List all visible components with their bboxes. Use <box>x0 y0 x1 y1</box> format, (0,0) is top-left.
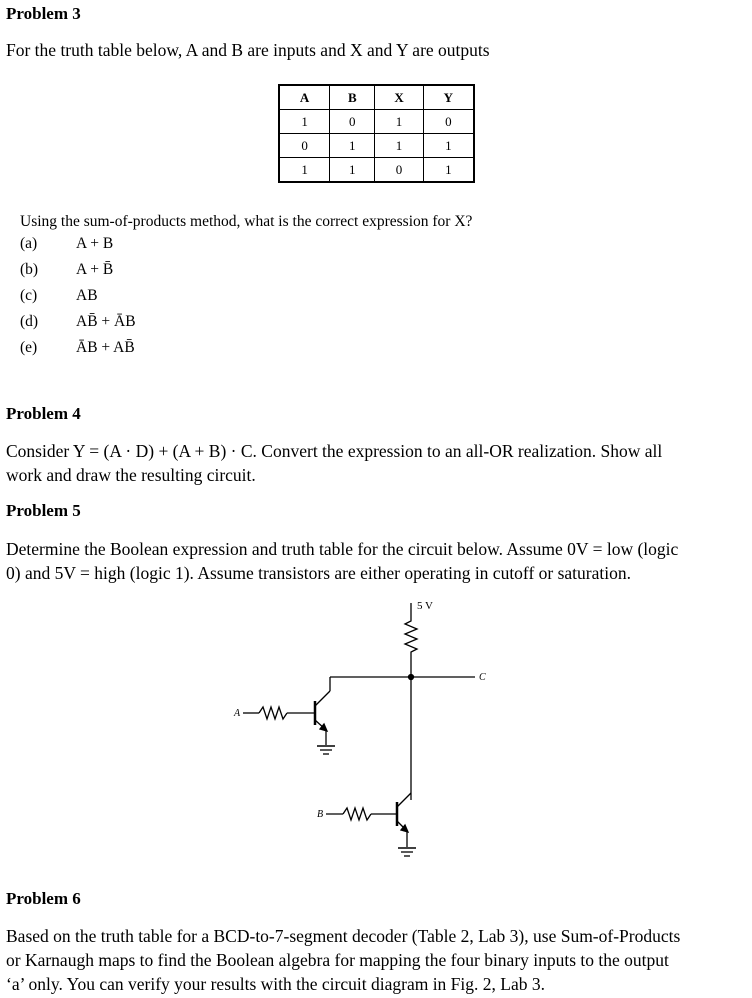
problem-6-line-3: ‘a’ only. You can verify your results with the circuit diagram in Fig. 2, Lab 3. <box>6 974 545 994</box>
option-c-text: AB <box>76 287 98 304</box>
problem-5-title: Problem 5 <box>6 501 81 520</box>
problem-5-line-1: Determine the Boolean expression and truth table for the circuit below. Assume 0V = low (logic <box>6 539 679 559</box>
header-b: B <box>330 85 375 110</box>
table-cell: 0 <box>279 134 330 158</box>
truth-table <box>278 84 475 183</box>
pullup-resistor <box>405 617 417 655</box>
problem-6-title: Problem 6 <box>6 889 81 908</box>
problem-4-title: Problem 4 <box>6 404 81 423</box>
problem-6-line-2: or Karnaugh maps to find the Boolean algebra for mapping the four binary inputs to the output <box>6 950 669 970</box>
table-cell: 1 <box>330 158 375 183</box>
input-b-label: B <box>317 809 324 820</box>
table-row <box>279 158 474 183</box>
option-d-letter: (d) <box>20 313 39 330</box>
output-label: C <box>479 672 486 683</box>
problem-3-question: Using the sum-of-products method, what is the correct expression for X? <box>20 213 473 230</box>
table-cell: 1 <box>375 134 423 158</box>
option-b-text: A + B̄ <box>76 261 114 278</box>
problem-4-line-1: Consider Y = (A · D) + (A + B) · C. Convert the expression to an all-OR realization. Show all <box>6 441 663 461</box>
option-e-letter: (e) <box>20 339 38 356</box>
truth-table-header-row <box>279 85 474 110</box>
transistor-a-collector <box>315 691 330 706</box>
table-cell: 1 <box>423 134 474 158</box>
option-e-text: ĀB + AB̄ <box>76 339 135 356</box>
input-b-resistor <box>343 808 371 820</box>
option-a-text: A + B <box>76 235 114 252</box>
header-x: X <box>375 85 423 110</box>
table-cell: 1 <box>423 158 474 183</box>
table-cell: 0 <box>423 110 474 134</box>
option-c-letter: (c) <box>20 287 38 304</box>
supply-label: 5 V <box>417 600 433 612</box>
input-a-resistor <box>259 707 287 719</box>
option-a-letter: (a) <box>20 235 38 252</box>
problem-4-line-2: work and draw the resulting circuit. <box>6 465 256 485</box>
table-cell: 0 <box>330 110 375 134</box>
table-cell: 1 <box>279 110 330 134</box>
problem-3-intro: For the truth table below, A and B are inputs and X and Y are outputs <box>6 40 490 60</box>
header-a: A <box>279 85 330 110</box>
transistor-b-collector <box>397 793 411 807</box>
table-cell: 1 <box>375 110 423 134</box>
table-row <box>279 134 474 158</box>
problem-3-title: Problem 3 <box>6 4 81 23</box>
problem-6-line-1: Based on the truth table for a BCD-to-7-segment decoder (Table 2, Lab 3), use Sum-of-Products <box>6 926 681 946</box>
input-a-label: A <box>234 708 241 719</box>
option-d-text: AB̄ + ĀB <box>76 313 136 330</box>
table-cell: 1 <box>330 134 375 158</box>
option-b-letter: (b) <box>20 261 39 278</box>
transistor-circuit-diagram <box>225 595 505 870</box>
table-row <box>279 110 474 134</box>
table-cell: 0 <box>375 158 423 183</box>
header-y: Y <box>423 85 474 110</box>
problem-5-line-2: 0) and 5V = high (logic 1). Assume transistors are either operating in cutoff or saturation. <box>6 563 631 583</box>
table-cell: 1 <box>279 158 330 183</box>
